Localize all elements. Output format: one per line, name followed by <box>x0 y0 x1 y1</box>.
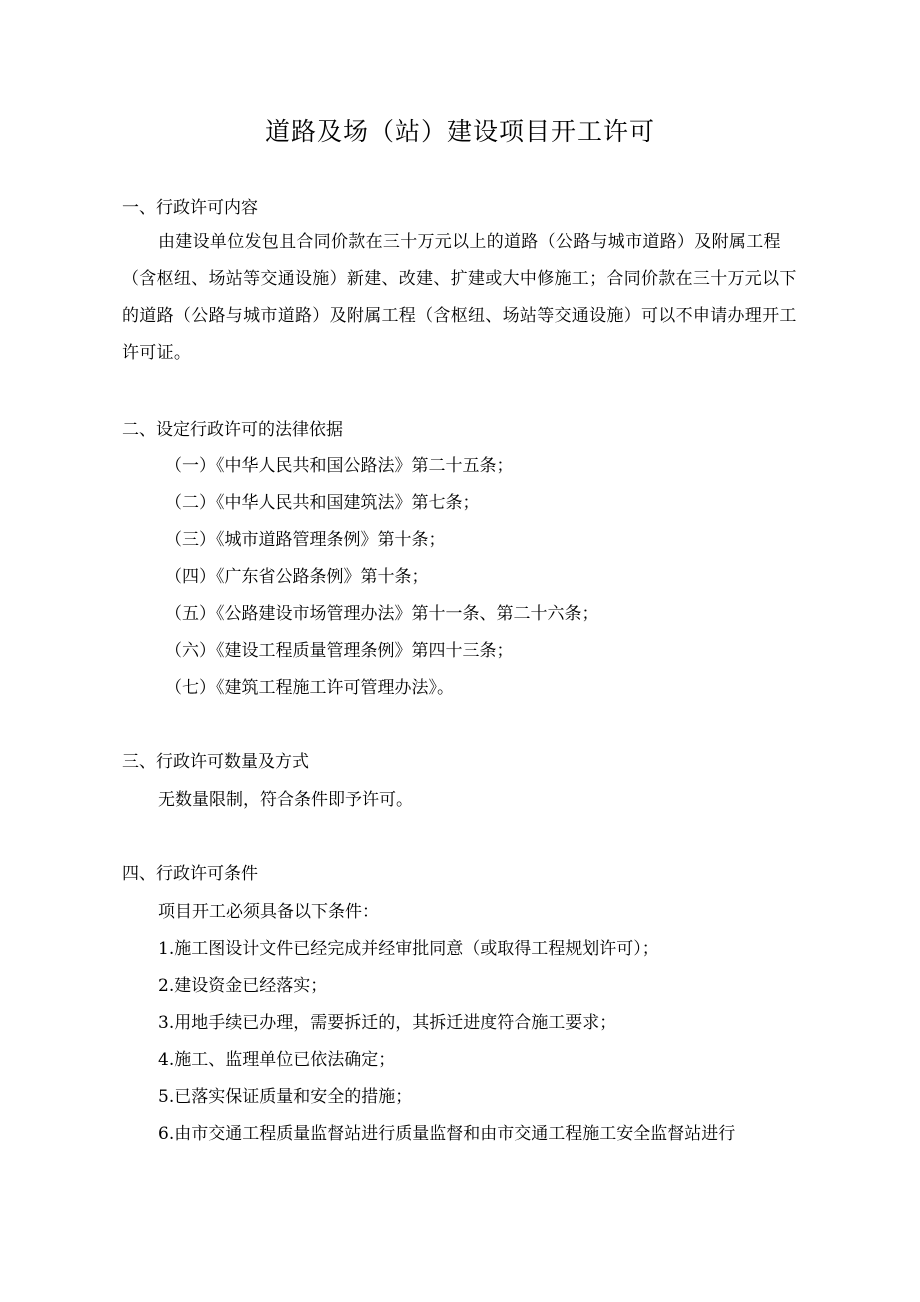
condition-item: 4.施工、监理单位已依法确定； <box>158 1050 396 1070</box>
document-title: 道路及场（站）建设项目开工许可 <box>264 117 655 146</box>
condition-item: 5.已落实保证质量和安全的措施； <box>158 1087 413 1107</box>
legal-basis-item: （二）《中华人民共和国建筑法》第七条； <box>165 493 480 513</box>
legal-basis-item: （五）《公路建设市场管理办法》第十一条、第二十六条； <box>165 604 599 624</box>
condition-item: 6.由市交通工程质量监督站进行质量监督和由市交通工程施工安全监督站进行 <box>158 1124 736 1144</box>
section-content-paragraph: 由建设单位发包且合同价款在三十万元以上的道路（公路与城市道路）及附属工程（含枢纽、场站等交通设施）新建、改建、扩建或大中修施工；合同价款在三十万元以下的道路（公路与城市道路）及附属工程（含枢纽、场站等交通设施）可以不申请办理开工许可证。 <box>122 232 797 363</box>
condition-item: 1.施工图设计文件已经完成并经审批同意（或取得工程规划许可）； <box>158 939 659 959</box>
quantity-text: 无数量限制，符合条件即予许可。 <box>158 790 413 810</box>
legal-basis-item: （三）《城市道路管理条例》第十条； <box>165 530 446 550</box>
conditions-intro: 项目开工必须具备以下条件： <box>158 902 379 922</box>
legal-basis-item: （七）《建筑工程施工许可管理办法》。 <box>165 678 454 698</box>
legal-basis-item: （六）《建设工程质量管理条例》第四十三条； <box>165 641 514 661</box>
section-heading-conditions: 四、行政许可条件 <box>122 864 258 884</box>
legal-basis-item: （四）《广东省公路条例》第十条； <box>165 567 429 587</box>
condition-item: 2.建设资金已经落实； <box>158 976 328 996</box>
section-heading-legal-basis: 二、设定行政许可的法律依据 <box>122 420 343 440</box>
section-heading-content: 一、行政许可内容 <box>122 198 258 218</box>
section-heading-quantity: 三、行政许可数量及方式 <box>122 752 309 772</box>
condition-item: 3.用地手续已办理，需要拆迁的，其拆迁进度符合施工要求； <box>158 1013 617 1033</box>
legal-basis-item: （一）《中华人民共和国公路法》第二十五条； <box>165 456 514 476</box>
